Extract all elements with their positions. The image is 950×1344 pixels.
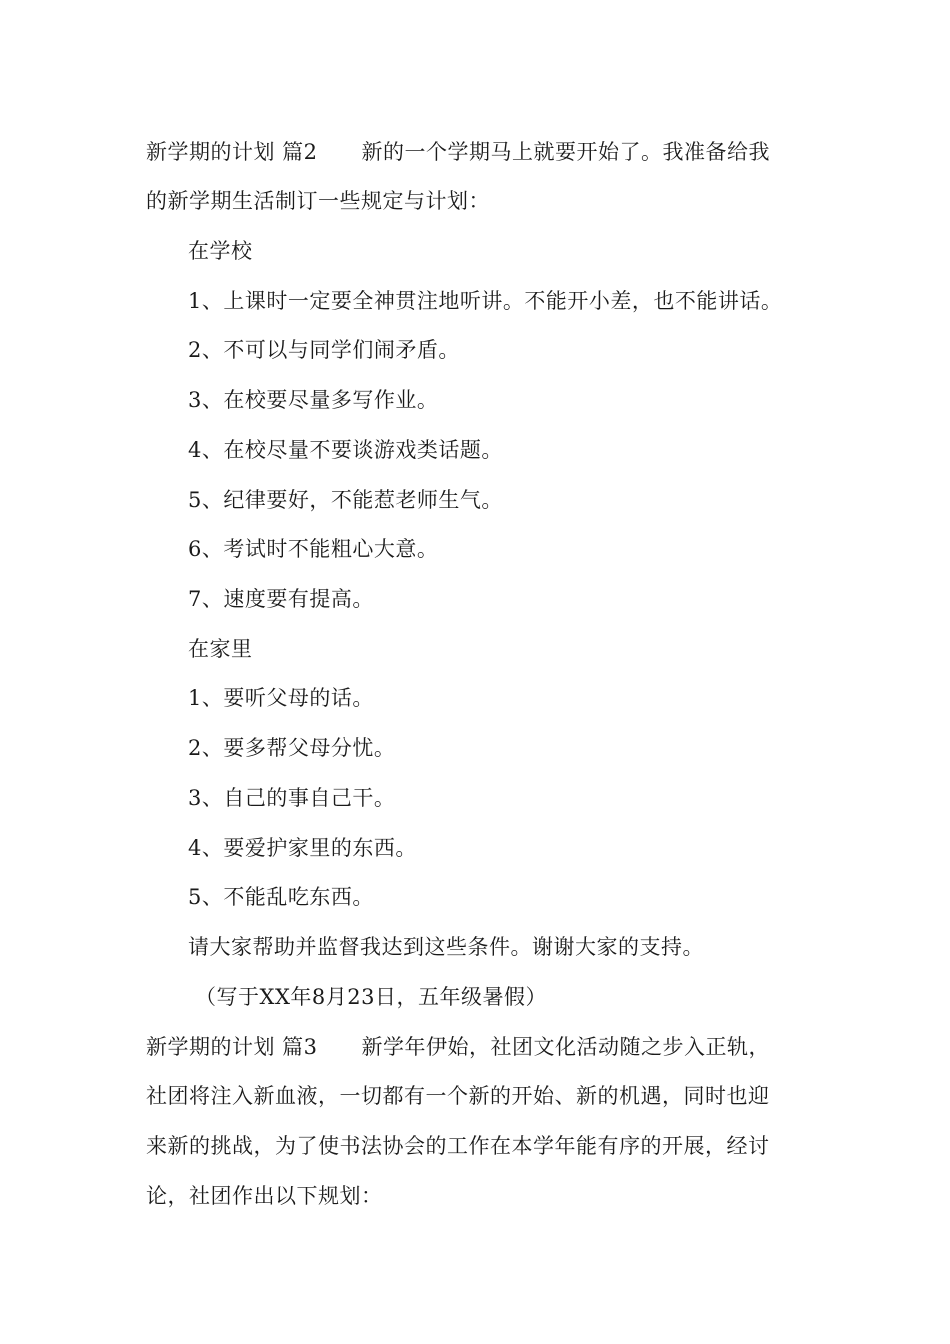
school-title: 在学校: [188, 239, 253, 263]
closing-text: 请大家帮助并监督我达到这些条件。谢谢大家的支持。: [188, 935, 704, 959]
home-title: 在家里: [188, 637, 253, 661]
home-item-2: 2、要多帮父母分忧。: [188, 736, 396, 760]
school-item-7: 7、速度要有提高。: [188, 587, 374, 611]
school-item-3: 3、在校要尽量多写作业。: [188, 388, 439, 412]
section3-line3: 来新的挑战，为了使书法协会的工作在本学年能有序的开展，经讨: [146, 1134, 770, 1158]
section2-heading: 新学期的计划 篇2: [146, 140, 318, 164]
section3-heading: 新学期的计划 篇3: [146, 1035, 318, 1059]
school-item-1: 1、上课时一定要全神贯注地听讲。不能开小差，也不能讲话。: [188, 289, 783, 313]
school-item-6: 6、考试时不能粗心大意。: [188, 537, 439, 561]
home-item-4: 4、要爱护家里的东西。: [188, 836, 417, 860]
section2-intro-end: 的新学期生活制订一些规定与计划：: [146, 189, 490, 213]
home-item-3: 3、自己的事自己干。: [188, 786, 396, 810]
section2-intro-start: 新的一个学期马上就要开始了。我准备给我: [361, 140, 771, 164]
section3-first-line: [146, 1032, 770, 1062]
home-item-1: 1、要听父母的话。: [188, 686, 374, 710]
section3-line1: 新学年伊始，社团文化活动随之步入正轨，: [361, 1035, 771, 1059]
section3-line2: 社团将注入新血液，一切都有一个新的开始、新的机遇，同时也迎: [146, 1084, 770, 1108]
school-item-4: 4、在校尽量不要谈游戏类话题。: [188, 438, 503, 462]
date-note: （写于XX年8月23日，五年级暑假）: [195, 985, 547, 1009]
school-item-5: 5、纪律要好，不能惹老师生气。: [188, 488, 503, 512]
section3-line4: 论，社团作出以下规划：: [146, 1184, 383, 1208]
school-item-2: 2、不可以与同学们闹矛盾。: [188, 338, 460, 362]
section2-first-line: [146, 137, 770, 167]
home-item-5: 5、不能乱吃东西。: [188, 885, 374, 909]
